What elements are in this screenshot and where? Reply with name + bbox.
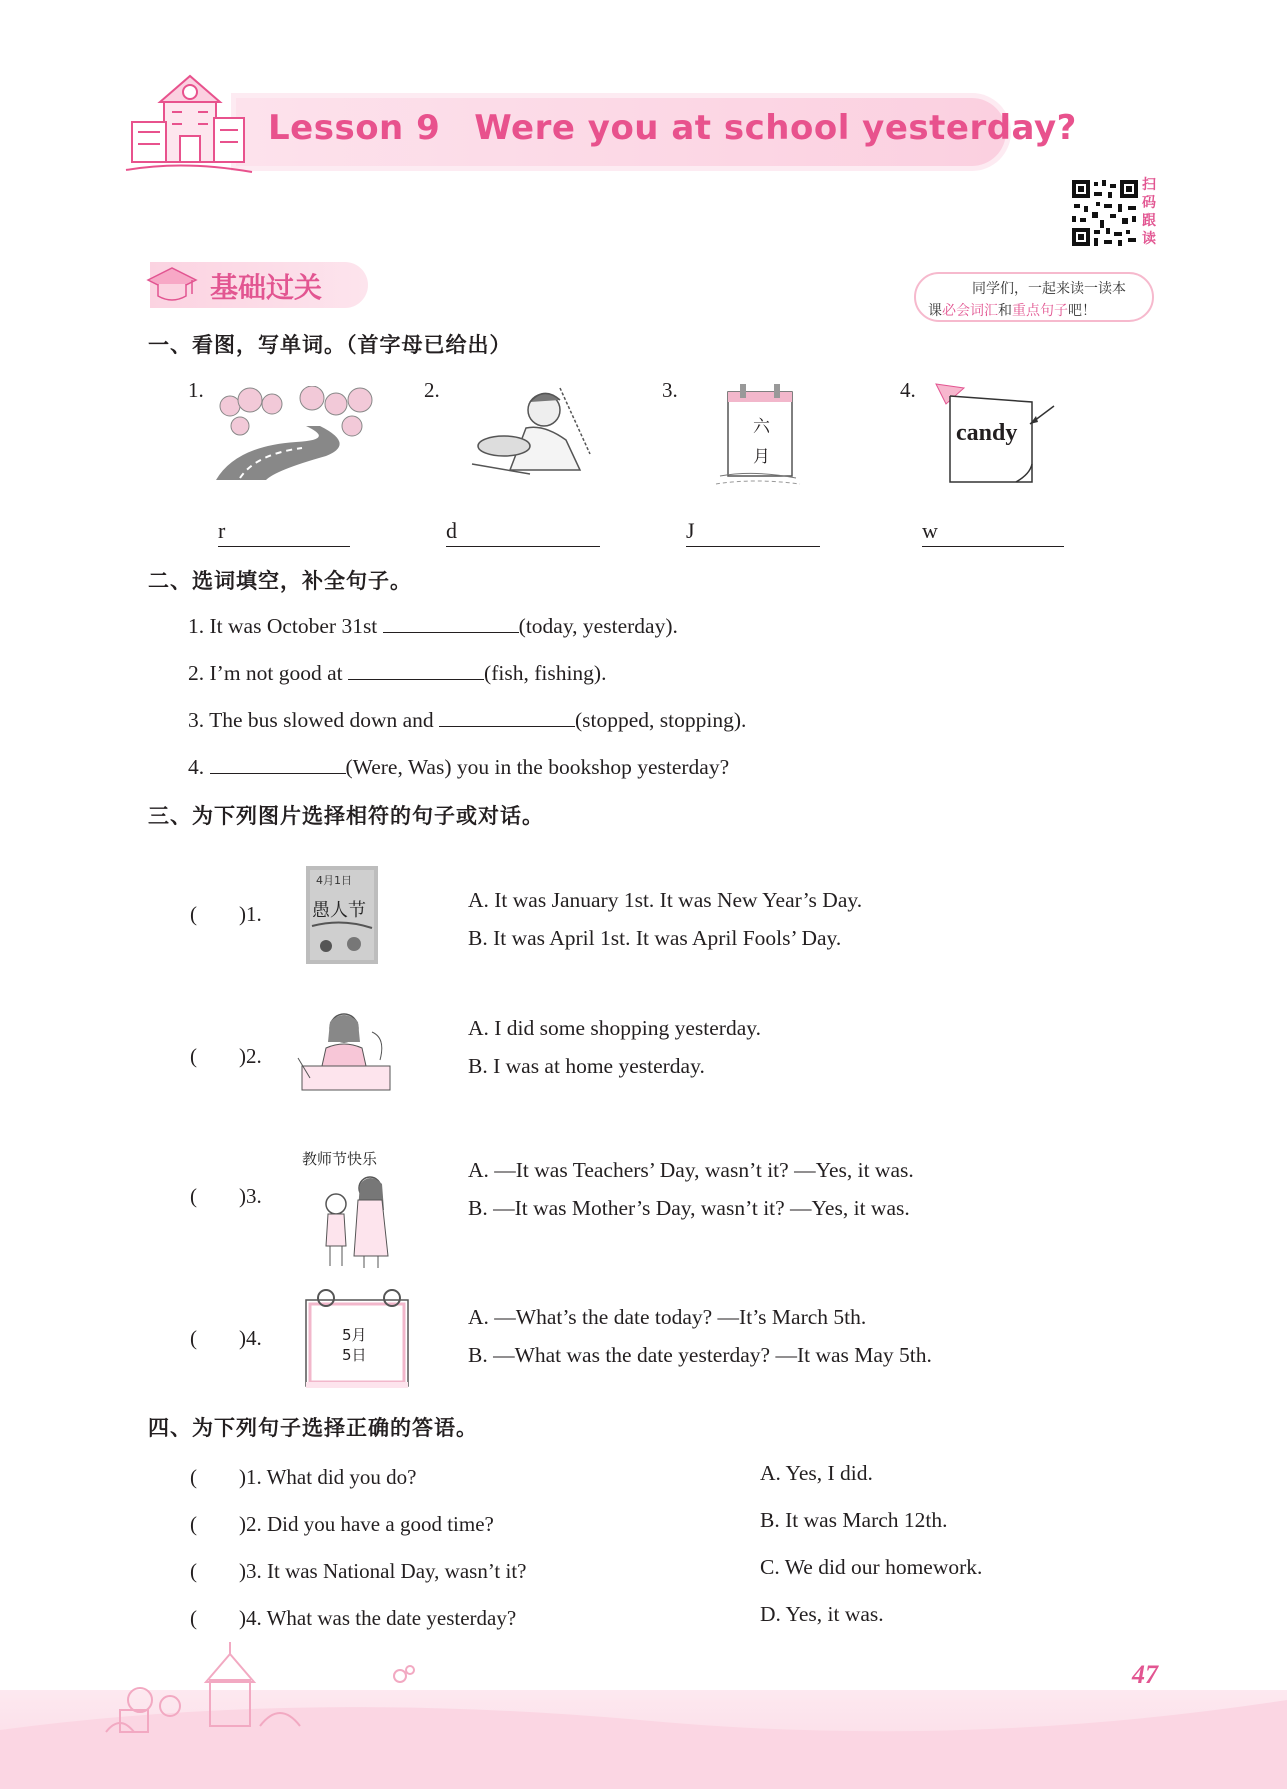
part2-sentence: 4. (Were, Was) you in the bookshop yesterday? [188,755,730,779]
qr-code-icon[interactable] [1070,178,1140,248]
answer-option: C. We did our homework. [760,1555,983,1579]
option-b: B. —What was the date yesterday? —It was May 5th. [468,1343,932,1367]
teachers-day-text: 教师节快乐 [302,1150,378,1168]
part2-sentence: 2. I’m not good at (fish, fishing). [188,661,607,685]
bubble-line-2: 课必会词汇和重点句子吧！ [928,303,1096,319]
part1-item-number: 4. [900,378,916,402]
calendar-text: 5月 [342,1326,367,1344]
question-line[interactable]: ( )1. What did you do? [190,1465,417,1489]
option-a: A. I did some shopping yesterday. [468,1016,761,1040]
calendar-text: 六 [753,417,770,437]
question-line[interactable]: ( )2. Did you have a good time? [190,1512,494,1536]
driver-picture [470,384,598,476]
part1-first-letter: r [218,518,226,543]
part1-item-number: 2. [424,378,440,402]
option-a: A. It was January 1st. It was New Year’s Day. [468,888,863,912]
part1-first-letter: d [446,518,457,543]
option-a: A. —What’s the date today? —It’s March 5th. [468,1305,867,1329]
section-title: 基础过关 [210,271,323,304]
part4-heading: 四、为下列句子选择正确的答语。 [148,1416,478,1440]
calendar-text: 5日 [342,1346,367,1364]
school-building-icon [124,70,254,180]
option-a: A. —It was Teachers’ Day, wasn’t it? —Yes, it was. [468,1158,914,1182]
answer-blank[interactable] [348,661,484,680]
answer-blank[interactable] [210,755,346,774]
part1-item-number: 1. [188,378,204,402]
answer-bracket[interactable]: ( )1. [190,902,262,926]
option-b: B. I was at home yesterday. [468,1054,705,1078]
speech-bubble [914,272,1154,322]
road-picture [216,386,378,480]
question-line[interactable]: ( )4. What was the date yesterday? [190,1606,517,1630]
bubble-line-1: 同学们，一起来读一读本 [972,281,1126,297]
answer-bracket[interactable]: ( )3. [190,1184,262,1208]
question-line[interactable]: ( )3. It was National Day, wasn’t it? [190,1559,527,1583]
part2-sentence: 1. It was October 31st (today, yesterday). [188,614,678,638]
answer-blank[interactable] [439,708,575,727]
option-b: B. —It was Mother’s Day, wasn’t it? —Yes, it was. [468,1196,910,1220]
part1-heading: 一、看图，写单词。（首字母已给出） [148,333,512,357]
answer-blank[interactable] [922,546,1064,547]
part2-sentence: 3. The bus slowed down and (stopped, stopping). [188,708,747,732]
answer-option: A. Yes, I did. [760,1461,873,1485]
graduation-cap-icon [146,262,198,308]
answer-option: B. It was March 12th. [760,1508,948,1532]
footer-wave-decoration [0,1640,1287,1789]
answer-blank[interactable] [383,614,519,633]
qr-scan-label: 扫码跟读 [1142,177,1156,247]
answer-blank[interactable] [686,546,820,547]
answer-blank[interactable] [446,546,600,547]
teachers-day-picture [300,1170,400,1270]
part2-heading: 二、选词填空，补全句子。 [148,569,412,593]
page-number: 47 [1132,1660,1158,1689]
answer-bracket[interactable]: ( )2. [190,1044,262,1068]
lesson-title: Lesson 9 Were you at school yesterday? [268,108,1077,148]
option-b: B. It was April 1st. It was April Fools’ Day. [468,926,842,950]
card-date-text: 4月1日 [316,874,352,887]
part1-first-letter: w [922,518,938,543]
answer-bracket[interactable]: ( )4. [190,1326,262,1350]
answer-blank[interactable] [218,546,350,547]
girl-at-desk-picture [296,1008,392,1096]
part3-heading: 三、为下列图片选择相符的句子或对话。 [148,804,544,828]
card-text: 愚人节 [312,900,366,921]
part1-item-number: 3. [662,378,678,402]
candy-word: candy [956,420,1018,446]
answer-option: D. Yes, it was. [760,1602,884,1626]
calendar-text: 月 [753,447,770,467]
part1-first-letter: J [686,518,695,543]
